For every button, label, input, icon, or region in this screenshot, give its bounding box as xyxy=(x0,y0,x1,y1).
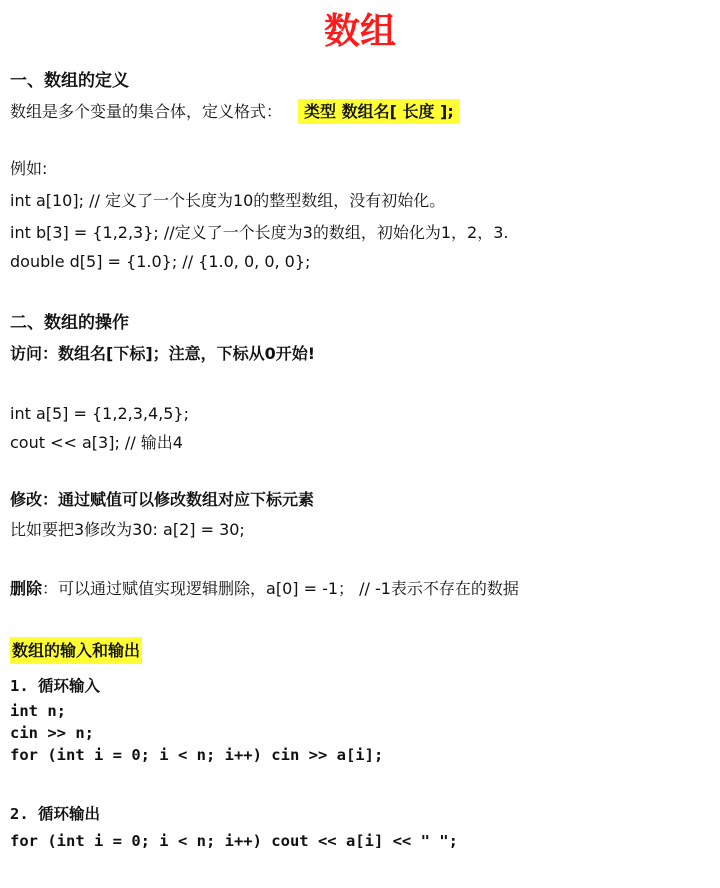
page-title: 数组 xyxy=(323,11,396,52)
access-code-line-2: cout << a[3]; // 输出4 xyxy=(10,433,183,452)
example-line-3: double d[5] = {1.0}; // {1.0, 0, 0, 0}; xyxy=(10,252,311,271)
example-line-1: int a[10]; // 定义了一个长度为10的整型数组，没有初始化。 xyxy=(10,191,446,210)
loop-output-code-1: for (int i = 0; i < n; i++) cout << a[i] << " "; xyxy=(10,832,458,850)
delete-label: 删除 xyxy=(10,579,43,598)
loop-output-heading: 2. 循环输出 xyxy=(10,805,100,823)
modify-example: 比如要把3修改为30: a[2] = 30; xyxy=(10,520,245,539)
section1-heading: 一、数组的定义 xyxy=(10,71,129,91)
loop-input-code-3: for (int i = 0; i < n; i++) cin >> a[i]; xyxy=(10,746,384,764)
delete-text: ：可以通过赋值实现逻辑删除，a[0] = -1； // -1表示不存在的数据 xyxy=(42,579,519,598)
access-code-line-1: int a[5] = {1,2,3,4,5}; xyxy=(10,404,189,423)
loop-input-code-2: cin >> n; xyxy=(10,724,94,742)
delete-line xyxy=(10,578,519,600)
loop-input-heading: 1. 循环输入 xyxy=(10,677,100,695)
definition-format-highlight: 类型 数组名[ 长度 ]; xyxy=(298,99,460,124)
example-line-2: int b[3] = {1,2,3}; //定义了一个长度为3的数组，初始化为1，2，3. xyxy=(10,223,509,242)
access-rule: 访问：数组名[下标]；注意，下标从0开始! xyxy=(10,344,316,363)
example-label: 例如: xyxy=(10,159,48,178)
definition-text: 数组是多个变量的集合体，定义格式： xyxy=(10,102,283,121)
definition-line xyxy=(10,101,460,123)
section2-heading: 二、数组的操作 xyxy=(10,313,129,333)
io-heading-wrap xyxy=(10,640,142,662)
modify-heading: 修改：通过赋值可以修改数组对应下标元素 xyxy=(10,490,315,509)
io-heading: 数组的输入和输出 xyxy=(10,637,142,664)
loop-input-code-1: int n; xyxy=(10,702,66,720)
